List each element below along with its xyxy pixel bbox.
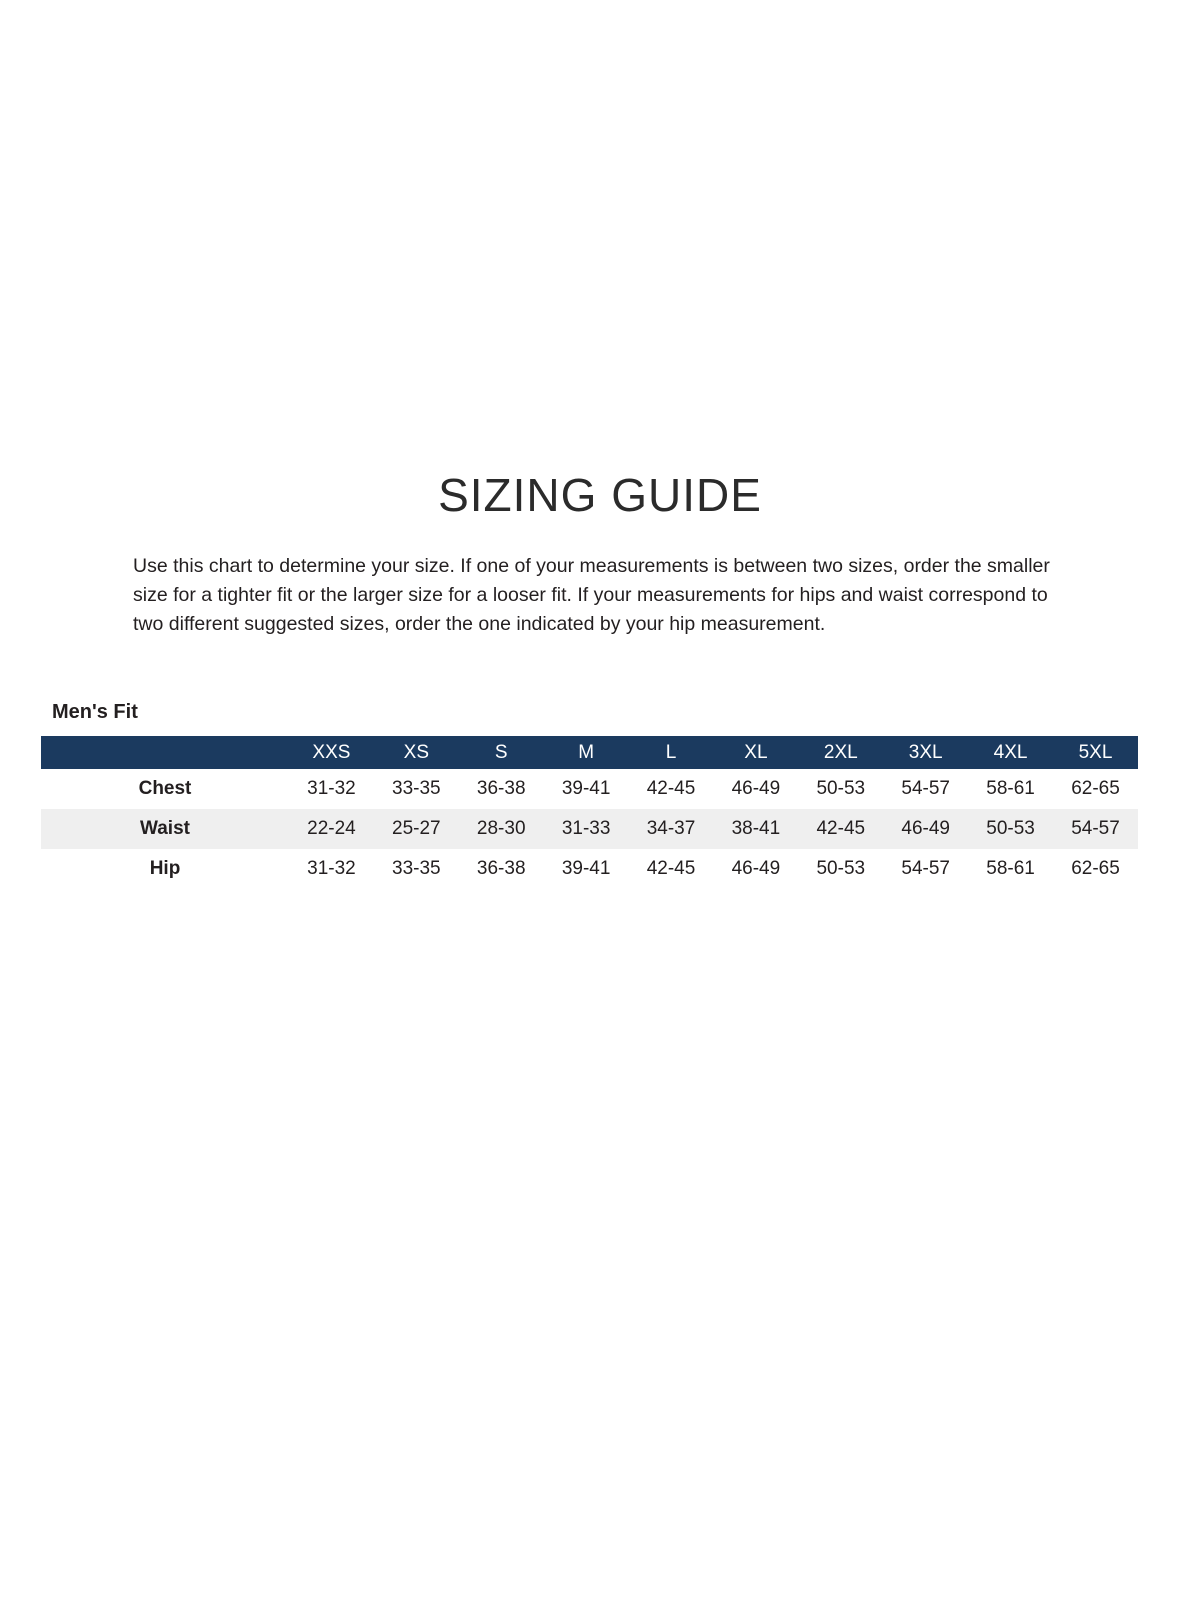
row-label: Waist <box>140 818 190 839</box>
size-cell: 33-35 <box>392 778 441 799</box>
size-cell: 50-53 <box>986 818 1035 839</box>
size-cell: 50-53 <box>816 858 866 879</box>
size-cell: 46-49 <box>901 818 950 839</box>
size-column-header: S <box>459 736 544 769</box>
size-cell: 22-24 <box>307 818 356 839</box>
size-cell: 46-49 <box>731 778 781 799</box>
size-cell: 34-37 <box>646 818 696 839</box>
section-label-mens-fit: Men's Fit <box>52 701 138 723</box>
size-column-header: L <box>629 736 714 769</box>
size-cell: 33-35 <box>392 858 441 879</box>
size-cell: 38-41 <box>731 818 781 839</box>
page-title: SIZING GUIDE <box>438 469 762 521</box>
size-column-header: XL <box>713 736 798 769</box>
size-cell: 31-32 <box>307 778 356 799</box>
size-cell: 36-38 <box>476 778 526 799</box>
size-column-header: 4XL <box>968 736 1053 769</box>
size-cell: 58-61 <box>986 778 1035 799</box>
size-cell: 46-49 <box>731 858 781 879</box>
size-cell: 54-57 <box>901 858 950 879</box>
size-cell: 39-41 <box>561 858 611 879</box>
size-column-header: 5XL <box>1053 736 1138 769</box>
size-cell: 25-27 <box>392 818 441 839</box>
size-cell: 58-61 <box>986 858 1035 879</box>
row-label: Hip <box>149 858 181 879</box>
size-column-header: XXS <box>289 736 374 769</box>
table-row <box>41 769 1138 809</box>
size-cell: 54-57 <box>901 778 950 799</box>
size-cell: 42-45 <box>816 818 866 839</box>
size-cell: 42-45 <box>646 858 696 879</box>
size-column-header: M <box>544 736 629 769</box>
size-cell: 62-65 <box>1071 778 1120 799</box>
table-body <box>41 769 1138 889</box>
header-spacer-cell <box>41 736 289 769</box>
sizing-table <box>41 736 1138 889</box>
intro-paragraph: Use this chart to determine your size. If one of your measurements is between two sizes, order the smaller size for a tighter fit or the larger size for a looser fit. If your measurements for hips and waist correspond to two different suggested sizes, order the one indicated by your hip measurement. <box>133 555 1050 635</box>
size-cell: 39-41 <box>561 778 611 799</box>
size-column-header: XS <box>374 736 459 769</box>
size-column-header: 3XL <box>883 736 968 769</box>
table-header-row <box>41 736 1138 769</box>
size-column-header: 2XL <box>798 736 883 769</box>
table-row <box>41 809 1138 849</box>
table-row <box>41 849 1138 889</box>
size-cell: 50-53 <box>816 778 866 799</box>
size-cell: 36-38 <box>476 858 526 879</box>
size-cell: 62-65 <box>1071 858 1120 879</box>
size-cell: 54-57 <box>1071 818 1120 839</box>
size-cell: 42-45 <box>646 778 696 799</box>
size-cell: 28-30 <box>476 818 526 839</box>
size-cell: 31-33 <box>561 818 611 839</box>
row-label: Chest <box>138 778 192 799</box>
size-cell: 31-32 <box>307 858 356 879</box>
